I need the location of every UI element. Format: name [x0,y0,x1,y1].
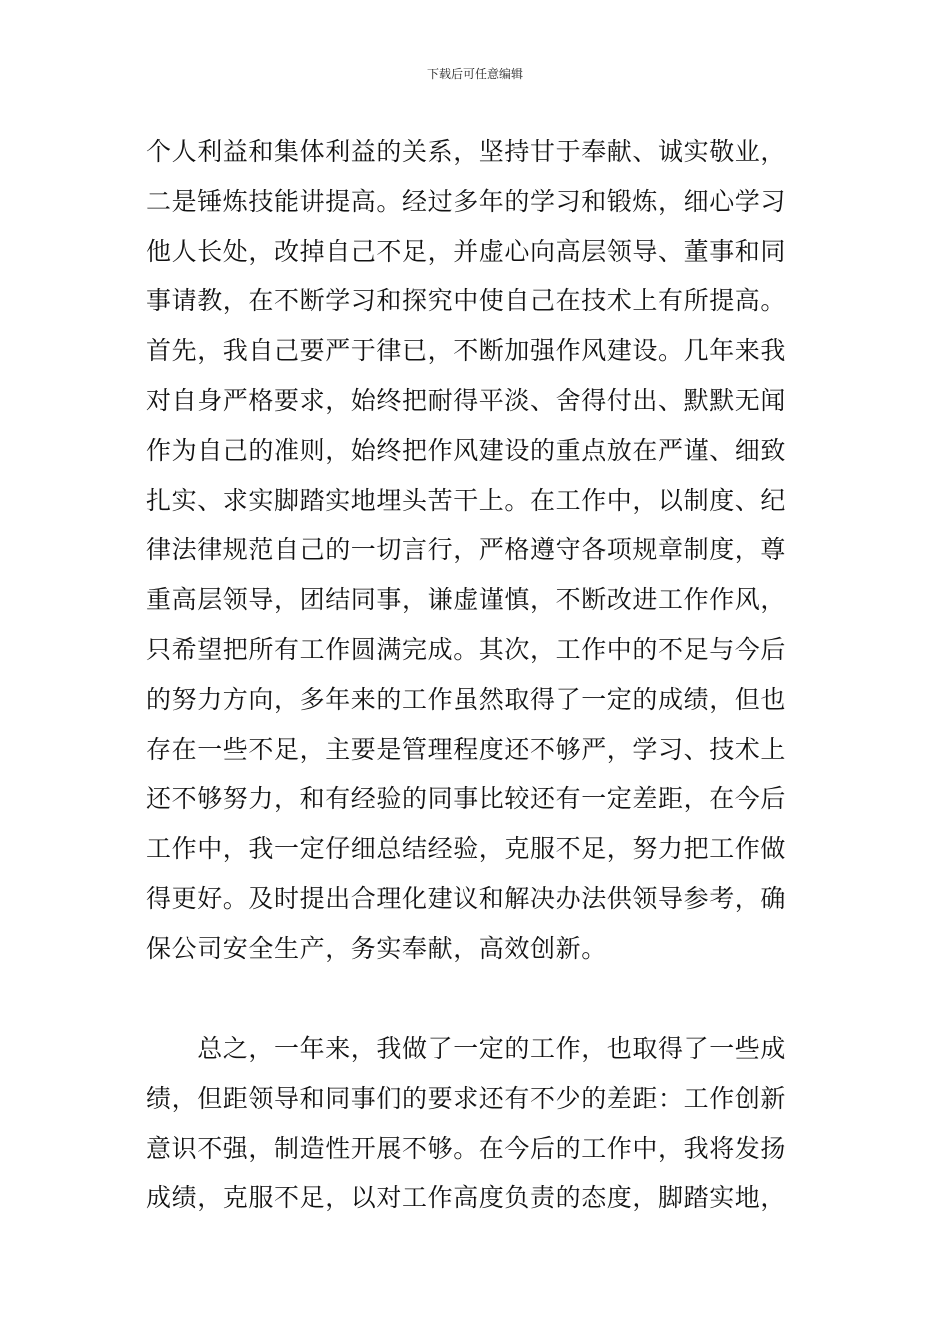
text-line: 绩，但距领导和同事们的要求还有不少的差距：工作创新 [146,1083,787,1113]
text-line: 意识不强，制造性开展不够。在今后的工作中，我将发扬 [146,1133,787,1163]
text-line: 工作中，我一定仔细总结经验，克服不足，努力把工作做 [146,834,787,864]
text-line: 扎实、求实脚踏实地埋头苦干上。在工作中，以制度、纪 [146,485,787,515]
text-line: 事请教，在不断学习和探究中使自己在技术上有所提高。 [146,286,787,316]
text-line: 他人长处，改掉自己不足，并虚心向高层领导、董事和同 [146,236,787,266]
text-line: 个人利益和集体利益的关系，坚持甘于奉献、诚实敬业， [146,137,787,166]
text-line: 得更好。及时提出合理化建议和解决办法供领导参考，确 [146,883,787,913]
text-line: 只希望把所有工作圆满完成。其次，工作中的不足与今后 [146,634,787,664]
text-line: 对自身严格要求，始终把耐得平淡、舍得付出、默默无闻 [146,385,787,415]
text-line: 重高层领导，团结同事，谦虚谨慎，不断改进工作作风， [146,585,787,615]
text-line: 存在一些不足，主要是管理程度还不够严，学习、技术上 [146,734,787,764]
text-line: 还不够努力，和有经验的同事比较还有一定差距，在今后 [146,784,787,814]
text-line: 作为自己的准则，始终把作风建设的重点放在严谨、细致 [146,435,787,465]
text-line: 二是锤炼技能讲提高。经过多年的学习和锻炼，细心学习 [146,186,787,216]
text-line: 总之，一年来，我做了一定的工作，也取得了一些成 [146,1034,787,1063]
page-header: 下载后可任意编辑 [426,67,523,81]
text-line: 首先，我自己要严于律已，不断加强作风建设。几年来我 [146,336,787,366]
text-line: 律法律规范自己的一切言行，严格遵守各项规章制度，尊 [146,535,787,565]
text-line: 成绩，克服不足，以对工作高度负责的态度，脚踏实地， [146,1183,787,1213]
paragraph-2 [146,1024,808,1223]
text-line: 保公司安全生产，务实奉献，高效创新。 [146,933,607,963]
text-line: 的努力方向，多年来的工作虽然取得了一定的成绩，但也 [146,684,787,714]
paragraph-1 [146,127,808,974]
